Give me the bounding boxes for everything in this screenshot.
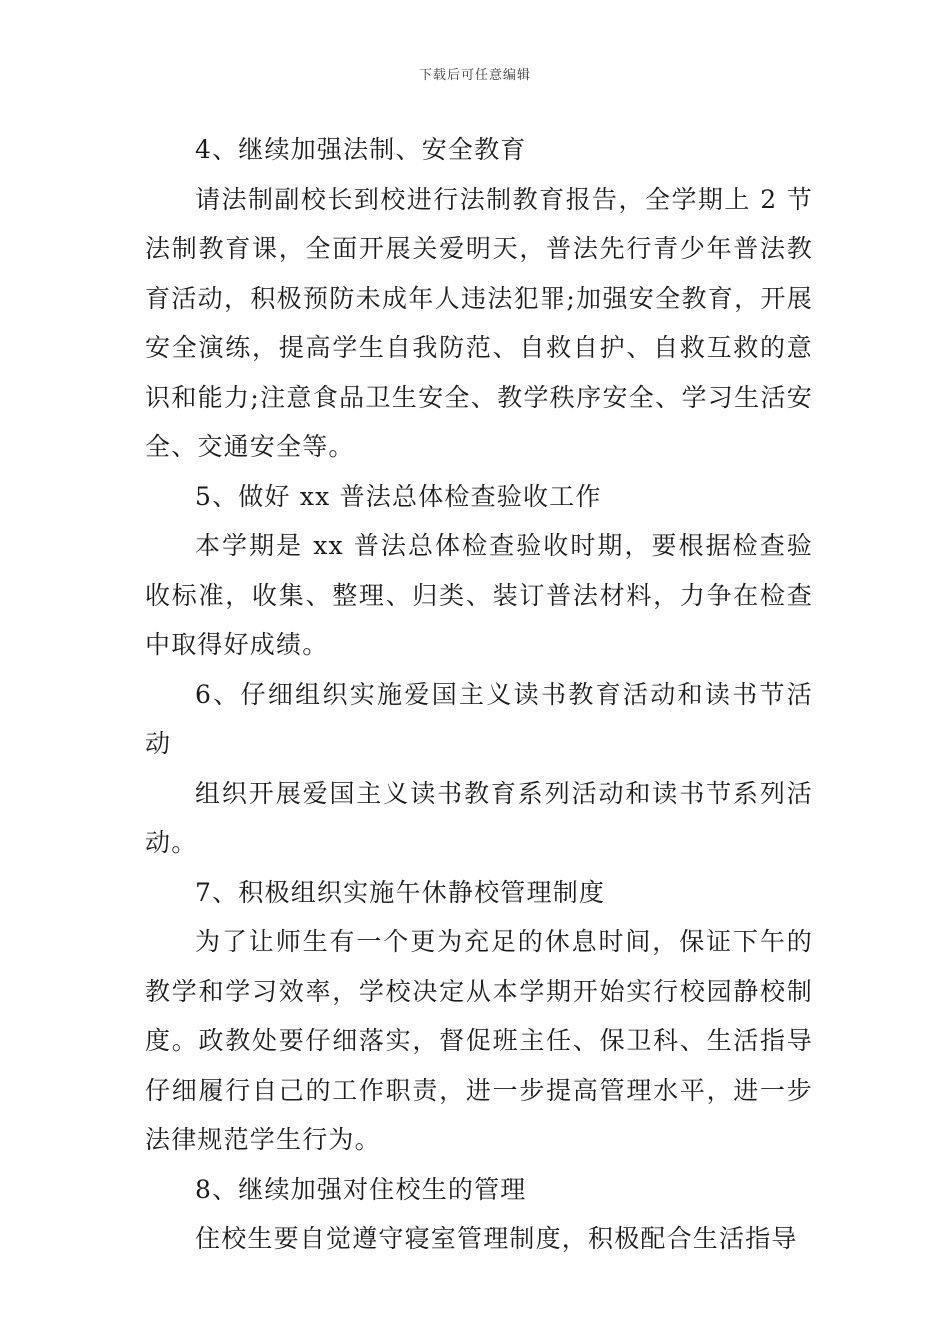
section-heading-4: 4、继续加强法制、安全教育 — [195, 135, 527, 164]
paragraph-reading-activities: 组织开展爱国主义读书教育系列活动和读书节系列活动。 — [145, 778, 813, 857]
paragraph-legal-safety-education: 请法制副校长到校进行法制教育报告，全学期上 2 节法制教育课，全面开展关爱明天，普法先行青少年普法教育活动，积极预防未成年人违法犯罪;加强安全教育，开展安全演练，提高学生自我防范、自救自护、自救互救的意识和能力;注意食品卫生安全、教学秩序安全、学习生活安全、交通安全等。 — [145, 184, 813, 461]
paragraph-inspection-acceptance: 本学期是 xx 普法总体检查验收时期，要根据检查验收标准，收集、整理、归类、装订普法材料，力争在检查中取得好成绩。 — [145, 531, 813, 659]
document-body — [145, 125, 813, 1264]
header-note: 下载后可任意编辑 — [418, 68, 531, 83]
paragraph-nap-quiet-campus: 为了让师生有一个更为充足的休息时间，保证下午的教学和学习效率，学校决定从本学期开始实行校园静校制度。政教处要仔细落实，督促班主任、保卫科、生活指导仔细履行自己的工作职责，进一步提高管理水平，进一步法律规范学生行为。 — [145, 927, 813, 1154]
section-heading-6: 6、仔细组织实施爱国主义读书教育活动和读书节活动 — [145, 679, 813, 758]
paragraph-boarding-students: 住校生要自觉遵守寝室管理制度，积极配合生活指导 — [195, 1224, 798, 1253]
section-heading-7: 7、积极组织实施午休静校管理制度 — [195, 877, 606, 907]
section-heading-8: 8、继续加强对住校生的管理 — [195, 1174, 527, 1204]
section-heading-5: 5、做好 xx 普法总体检查验收工作 — [195, 481, 602, 511]
